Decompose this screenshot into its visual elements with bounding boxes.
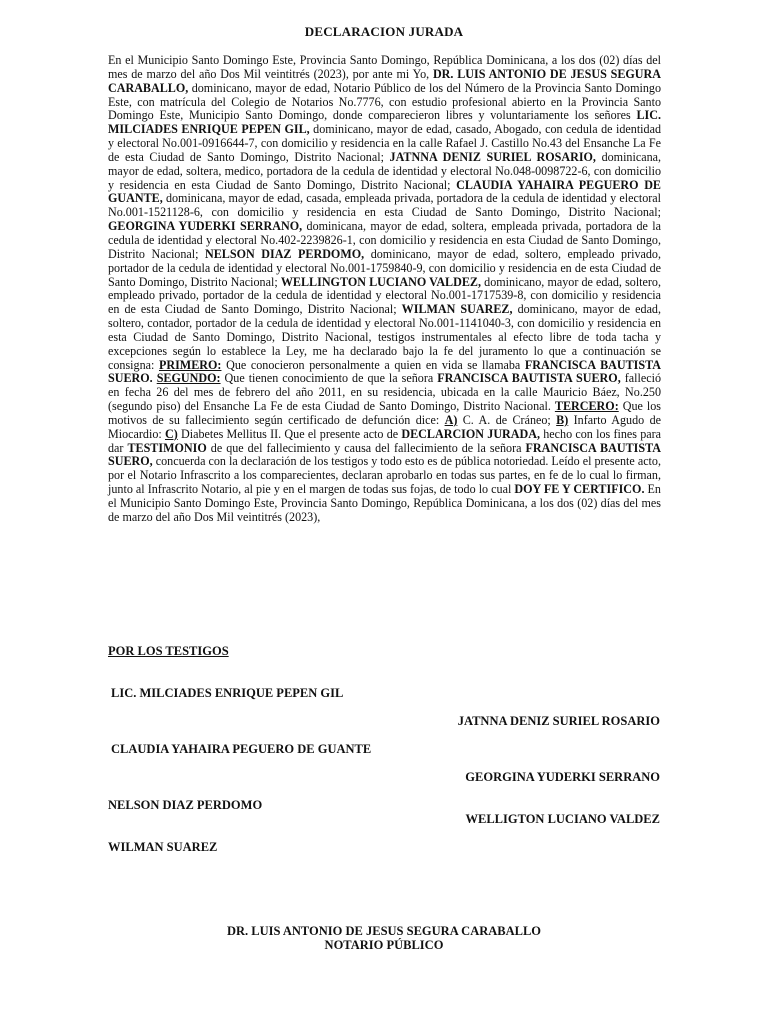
emphasized-text: TERCERO: <box>554 399 619 414</box>
document-title: DECLARACION JURADA <box>304 24 464 39</box>
signature-wellington: WELLIGTON LUCIANO VALDEZ <box>465 812 660 826</box>
emphasized-text: DECLARCION JURADA, <box>401 426 541 441</box>
emphasized-text: DOY FE Y CERTIFICO. <box>514 482 645 497</box>
body-text-segment: falleció en fecha 26 del mes de febrero del año 2011, en su residencia, ubicada en la calle Mauricio Báez, No.250 (segundo piso) del Ensanche La Fe de esta Ciudad de Santo Domingo, Distrito Nacional. <box>108 371 661 414</box>
emphasized-text: A) <box>444 412 458 427</box>
body-text-segment: dominicana, mayor de edad, casada, empleada privada, portadora de la cedula de identidad y electoral No.001-1521128-6, con domicilio y residencia en esta Ciudad de Santo Domingo, Distrito Nacional; <box>108 191 661 220</box>
emphasized-text: C) <box>164 426 178 441</box>
notary-name: DR. LUIS ANTONIO DE JESUS SEGURA CARABALLO <box>226 924 542 938</box>
emphasized-text: WILMAN SUAREZ, <box>401 302 513 317</box>
body-text-segment: dominicano, mayor de edad, soltero, empleado privado, portador de la cedula de identidad y electoral No.001-1717539-8, con domicilio y residencia en de esta Ciudad de Santo Domingo, Distrito Nacional; <box>108 274 662 317</box>
emphasized-text: WELLINGTON LUCIANO VALDEZ, <box>280 274 482 289</box>
body-text-segment: dominicana, mayor de edad, soltera, empleada privada, portadora de la cedula de identidad y electoral No.402-2239826-1, con domicilio y residencia en esta Ciudad de Santo Domingo, Distrito Nacional; <box>108 219 661 261</box>
body-text-segment: hecho con los fines para dar <box>108 426 662 455</box>
body-text-segment: Que conocieron personalmente a quien en vida se llamaba <box>221 357 525 372</box>
emphasized-text: SEGUNDO: <box>156 371 221 386</box>
notary-title: NOTARIO PÚBLICO <box>324 938 444 952</box>
emphasized-text: NELSON DIAZ PERDOMO, <box>205 246 365 261</box>
emphasized-text: GEORGINA YUDERKI SERRANO, <box>108 219 303 234</box>
declaration-body <box>108 54 661 525</box>
body-text-segment: dominicano, mayor de edad, casado, Abogado, con cedula de identidad y electoral No.001-0916644-7, con domicilio y residencia en la calle Rafael J. Castillo No.43 del Ensanche La Fe de esta Ciudad de Santo Domingo, Distrito Nacional; <box>108 122 662 164</box>
emphasized-text: FRANCISCA BAUTISTA SUERO. <box>108 357 662 386</box>
witnesses-heading: POR LOS TESTIGOS <box>108 644 229 658</box>
body-text-segment: En el Municipio Santo Domingo Este, Provincia Santo Domingo, República Dominicana, a los dos (02) días del mes de marzo del año Dos Mil veintitrés (2023), <box>108 482 661 524</box>
signature-claudia: CLAUDIA YAHAIRA PEGUERO DE GUANTE <box>111 742 372 756</box>
signature-wilman: WILMAN SUAREZ <box>108 840 218 854</box>
body-text-segment: dominicano, mayor de edad, soltero, empleado privado, portador de la cedula de identidad y electoral No.001-1759840-9, con domicilio y residencia en de esta Ciudad de Santo Domingo, Distrito Nacional; <box>108 246 661 289</box>
body-text-segment: Infarto Agudo de Miocardio: <box>108 412 661 441</box>
emphasized-text: DR. LUIS ANTONIO DE JESUS SEGURA CARABALLO, <box>108 66 661 95</box>
declaration-paragraph <box>108 54 661 525</box>
emphasized-text: PRIMERO: <box>158 357 222 372</box>
signature-nelson: NELSON DIAZ PERDOMO <box>108 798 263 812</box>
emphasized-text: TESTIMONIO <box>127 440 207 455</box>
emphasized-text: FRANCISCA BAUTISTA SUERO, <box>437 371 621 386</box>
emphasized-text: LIC. MILCIADES ENRIQUE PEPEN GIL, <box>108 108 661 137</box>
emphasized-text: CLAUDIA YAHAIRA PEGUERO DE GUANTE, <box>108 177 661 206</box>
emphasized-text: FRANCISCA BAUTISTA SUERO, <box>108 440 661 469</box>
signature-georgina: GEORGINA YUDERKI SERRANO <box>465 770 660 784</box>
body-text-segment: En el Municipio Santo Domingo Este, Provincia Santo Domingo, República Dominicana, a los dos (02) días del mes de marzo del año Dos Mil veintitrés (2023), por ante mi Yo, <box>108 53 661 81</box>
body-text-segment: C. A. de Cráneo; <box>457 412 557 427</box>
signature-jatnna: JATNNA DENIZ SURIEL ROSARIO <box>457 714 660 728</box>
body-text-segment: de que del fallecimiento y causa del fallecimiento de la señora <box>206 440 526 455</box>
body-text-segment: Que los motivos de su fallecimiento según certificado de defunción dice: <box>108 399 661 427</box>
body-text-segment: Que tienen conocimiento de que la señora <box>220 371 438 386</box>
body-text-segment: dominicano, mayor de edad, Notario Público de los del Número de la Provincia Santo Domingo Este, con matrícula del Colegio de Notarios No.7776, con estudio profesional abierto en la Provincia Santo Domingo Este, Municipio Santo Domingo, donde comparecieron libres y voluntariamente los señores <box>108 80 661 123</box>
body-text-segment: dominicano, mayor de edad, soltero, contador, portador de la cedula de identidad y electoral No.001-1141040-3, con domicilio y residencia en esta Ciudad de Santo Domingo, Distrito Nacional, testigos instrumentales al efecto libre de toda tacha y excepciones según lo establece la Ley, me ha declarado bajo la fe del juramento lo que a continuación se consigna: <box>108 302 662 372</box>
emphasized-text: JATNNA DENIZ SURIEL ROSARIO, <box>389 149 596 164</box>
signature-milciades: LIC. MILCIADES ENRIQUE PEPEN GIL <box>111 686 344 700</box>
body-text-segment: Diabetes Mellitus II. Que el presente acto de <box>177 426 402 441</box>
body-text-segment: concuerda con la declaración de los testigos y todo esto es de pública notoriedad. Leído el presente acto, por el Notario Infrascrito a los comparecientes, declaran aprobarlo en todas sus partes, en fe de lo cual lo firman, junto al Infrascrito Notario, al pie y en el margen de todas sus fojas, de todo lo cual <box>108 454 661 497</box>
emphasized-text: B) <box>556 412 569 427</box>
body-text-segment: dominicana, mayor de edad, soltera, medico, portadora de la cedula de identidad y electoral No.048-0098722-6, con domicilio y residencia en esta Ciudad de Santo Domingo, Distrito Nacional; <box>108 149 662 192</box>
